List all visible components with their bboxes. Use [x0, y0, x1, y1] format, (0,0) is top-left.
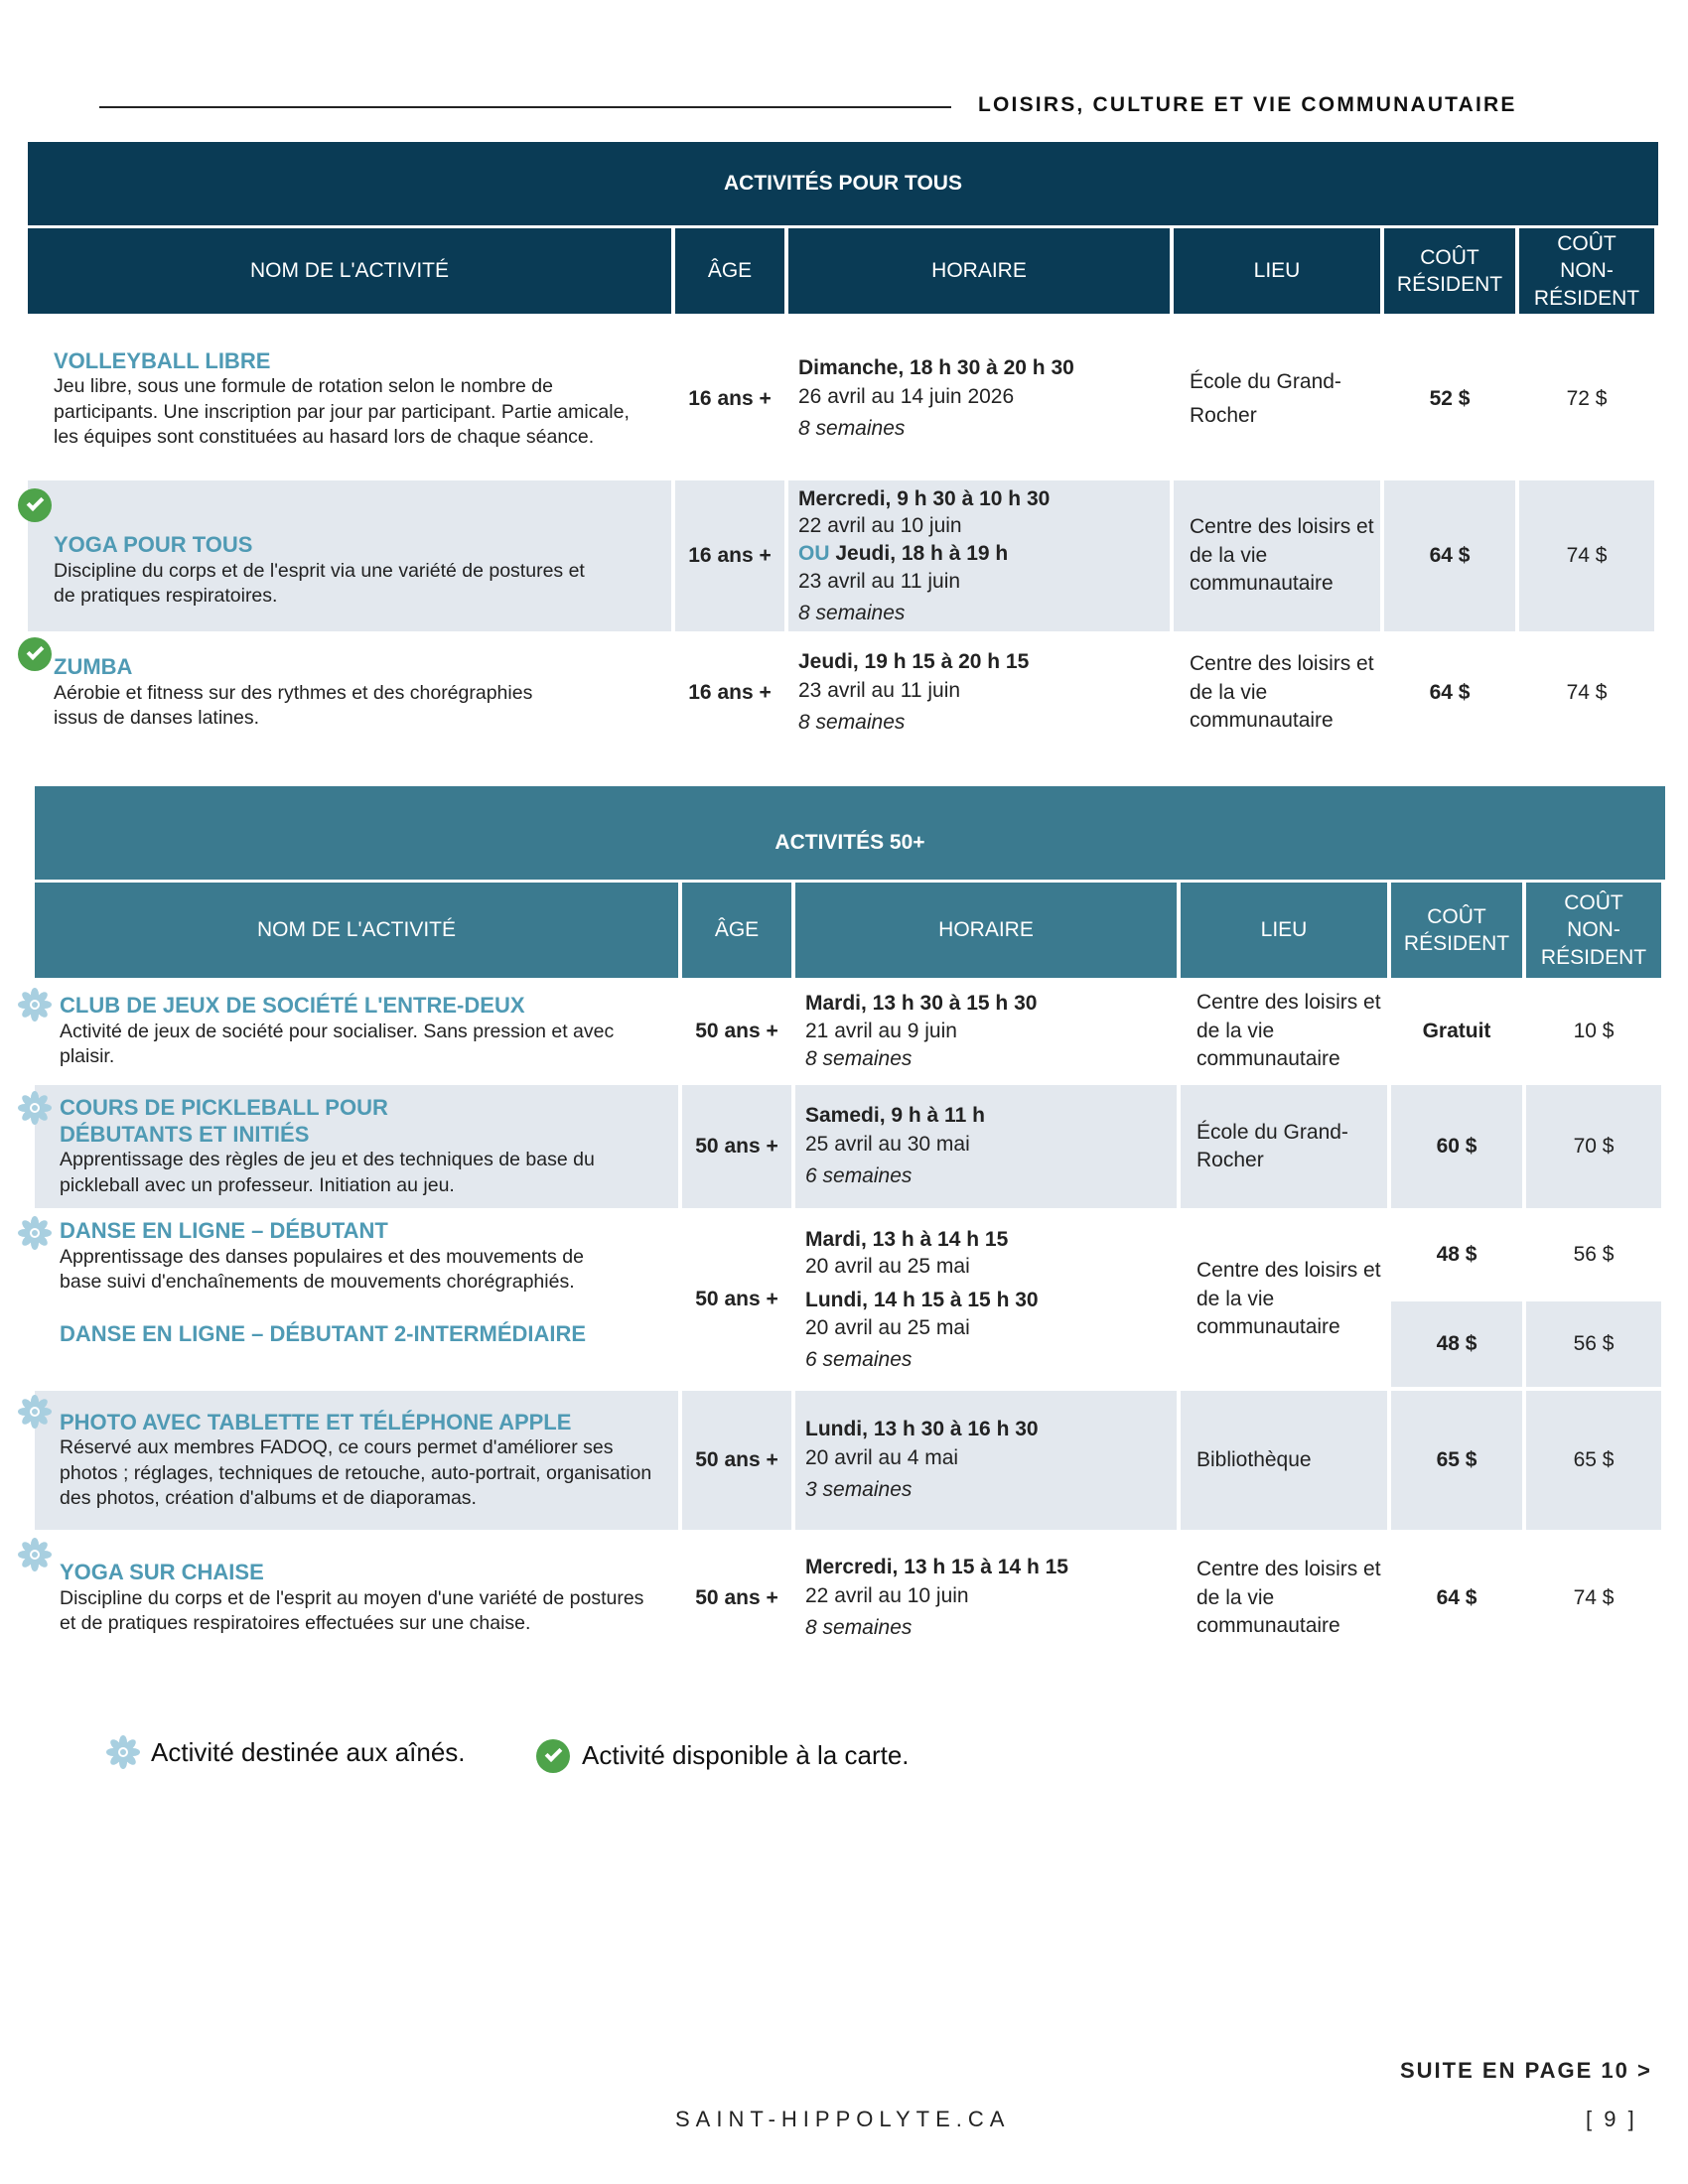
age: 16 ans +: [688, 386, 772, 410]
activity-title: ZUMBA: [54, 654, 133, 680]
table-header-row: [35, 883, 1665, 978]
cost-resident: 60 $: [1391, 1085, 1522, 1208]
activity-description: Activité de jeux de société pour socialiser. Sans pression et avec plaisir.: [60, 1021, 615, 1068]
cost-non-resident: 70 $: [1526, 1085, 1661, 1208]
table-title: ACTIVITÉS 50+: [35, 786, 1665, 880]
location: Bibliothèque: [1181, 1391, 1387, 1530]
activity-description: Discipline du corps et de l'esprit au moyen d'une variété de postures et de pratiques respiratoires effectuées sur une chaise.: [60, 1587, 644, 1635]
seniors-flower-icon: [18, 1538, 52, 1571]
activity-title: COURS DE PICKLEBALL POUR DÉBUTANTS ET INITIÉS: [60, 1094, 388, 1147]
column-header: ÂGE: [682, 883, 791, 978]
location: Centre des loisirs et de la vie communautaire: [1196, 991, 1381, 1071]
column-header: HORAIRE: [788, 228, 1170, 314]
a-la-carte-check-icon: [18, 637, 52, 671]
activity-description: Aérobie et fitness sur des rythmes et des chorégraphies issus de danses latines.: [54, 682, 533, 730]
cost-resident: Gratuit: [1422, 1019, 1491, 1042]
schedule: Samedi, 9 h à 11 h 25 avril au 30 mai 6 semaines: [795, 1085, 1177, 1208]
cost-resident: 48 $: [1436, 1242, 1477, 1266]
cost-subrow: [1391, 1212, 1661, 1297]
location: École du Grand-Rocher: [1181, 1085, 1387, 1208]
cost-non-resident: 56 $: [1526, 1301, 1661, 1387]
column-header: LIEU: [1174, 228, 1380, 314]
legend-a-la-carte: Activité disponible à la carte.: [582, 1740, 910, 1770]
table-title: ACTIVITÉS POUR TOUS: [28, 142, 1658, 225]
activity-description: Apprentissage des danses populaires et des mouvements de base suivi d'enchaînements de mouvements chorégraphiés.: [60, 1245, 584, 1294]
page-number: [ 9 ]: [1586, 2107, 1637, 2131]
age: 16 ans +: [688, 680, 772, 704]
schedule: Jeudi, 19 h 15 à 20 h 15 23 avril au 11 juin 8 semaines: [798, 650, 1030, 735]
location: Centre des loisirs et de la vie communautaire: [1174, 480, 1380, 631]
table-row: [28, 635, 1658, 751]
cost-non-resident: 65 $: [1526, 1391, 1661, 1530]
table-header-row: [28, 228, 1658, 314]
activity-description: Discipline du corps et de l'esprit via une variété de postures et de pratiques respiratoires.: [54, 560, 585, 608]
column-header: NOM DE L'ACTIVITÉ: [35, 883, 678, 978]
activity-description: Réservé aux membres FADOQ, ce cours permet d'améliorer ses photos ; réglages, techniques de retouche, auto-portrait, organisation des photos, création d'albums et de diaporamas.: [60, 1436, 652, 1510]
table-row: [35, 982, 1665, 1081]
seniors-flower-icon: [18, 988, 52, 1022]
table-row: [35, 1085, 1665, 1208]
a-la-carte-check-icon: [536, 1739, 570, 1773]
location: Centre des loisirs et de la vie communautaire: [1196, 1259, 1381, 1339]
header-rule: [99, 106, 951, 108]
table-row: [28, 480, 1658, 631]
website: SAINT-HIPPOLYTE.CA: [675, 2107, 1011, 2131]
table-row: [35, 1212, 1665, 1387]
cost-non-resident: 74 $: [1566, 680, 1608, 704]
legend-seniors: Activité destinée aux aînés.: [151, 1737, 466, 1767]
activity-title-2: DANSE EN LIGNE – DÉBUTANT 2-INTERMÉDIAIRE: [60, 1320, 587, 1346]
cost-non-resident: 56 $: [1573, 1242, 1615, 1266]
seniors-flower-icon: [18, 1216, 52, 1250]
activity-title: DANSE EN LIGNE – DÉBUTANT: [60, 1218, 388, 1243]
age: 50 ans +: [682, 1391, 791, 1530]
age: 50 ans +: [695, 1287, 778, 1310]
activity-description: Apprentissage des règles de jeu et des techniques de base du pickleball avec un professeur. Initiation au jeu.: [60, 1149, 595, 1196]
cost-resident: 52 $: [1429, 386, 1471, 410]
cost-non-resident: 10 $: [1573, 1019, 1615, 1042]
table-activites-pour-tous: [28, 142, 1658, 751]
activity-title: VOLLEYBALL LIBRE: [54, 347, 271, 373]
schedule: Mardi, 13 h à 14 h 15 20 avril au 25 mai Lundi, 14 h 15 à 15 h 30 20 avril au 25 mai 6 semaines: [805, 1227, 1039, 1371]
table-row: [35, 1391, 1665, 1530]
age: 50 ans +: [695, 1019, 778, 1042]
table-row: [28, 318, 1658, 480]
age: 50 ans +: [695, 1585, 778, 1609]
cost-non-resident: 72 $: [1566, 386, 1608, 410]
age: 50 ans +: [682, 1085, 791, 1208]
cost-resident: 65 $: [1391, 1391, 1522, 1530]
a-la-carte-check-icon: [18, 488, 52, 522]
schedule: Mardi, 13 h 30 à 15 h 30 21 avril au 9 juin 8 semaines: [805, 992, 1038, 1070]
seniors-flower-icon: [18, 1395, 52, 1429]
schedule: Dimanche, 18 h 30 à 20 h 30 26 avril au 14 juin 2026 8 semaines: [798, 356, 1074, 441]
column-header: LIEU: [1181, 883, 1387, 978]
continued-link[interactable]: SUITE EN PAGE 10 >: [1400, 2058, 1652, 2083]
cost-resident: 64 $: [1384, 480, 1515, 631]
column-header: NOM DE L'ACTIVITÉ: [28, 228, 671, 314]
location: Centre des loisirs et de la vie communautaire: [1190, 652, 1374, 733]
activity-title: YOGA SUR CHAISE: [60, 1560, 264, 1585]
activity-title: YOGA POUR TOUS: [54, 532, 253, 558]
activity-title: PHOTO AVEC TABLETTE ET TÉLÉPHONE APPLE: [60, 1409, 572, 1434]
cost-subrow: [1391, 1301, 1661, 1387]
activity-description: Jeu libre, sous une formule de rotation selon le nombre de participants. Une inscription par jour par participant. Partie amicale, les équipes sont constituées au hasard lors de chaque séance.: [54, 375, 630, 449]
location: École du Grand-Rocher: [1190, 370, 1341, 427]
location: Centre des loisirs et de la vie communautaire: [1196, 1558, 1381, 1638]
activity-title: CLUB DE JEUX DE SOCIÉTÉ L'ENTRE-DEUX: [60, 993, 525, 1019]
column-header: ÂGE: [675, 228, 784, 314]
column-header: COÛT RÉSIDENT: [1391, 883, 1522, 978]
schedule: Mercredi, 9 h 30 à 10 h 30 22 avril au 10 juin OU Jeudi, 18 h à 19 h 23 avril au 11 juin 8 semaines: [788, 480, 1170, 631]
table-activites-50-plus: [35, 786, 1665, 1663]
cost-resident: 64 $: [1436, 1585, 1477, 1609]
cost-non-resident: 74 $: [1519, 480, 1654, 631]
cost-resident: 64 $: [1429, 680, 1471, 704]
cost-resident: 48 $: [1391, 1301, 1522, 1387]
column-header: COÛT NON-RÉSIDENT: [1526, 883, 1661, 978]
column-header: HORAIRE: [795, 883, 1177, 978]
seniors-flower-icon: [106, 1735, 140, 1769]
column-header: COÛT NON-RÉSIDENT: [1519, 228, 1654, 314]
seniors-flower-icon: [18, 1091, 52, 1125]
column-header: COÛT RÉSIDENT: [1384, 228, 1515, 314]
schedule: Lundi, 13 h 30 à 16 h 30 20 avril au 4 mai 3 semaines: [795, 1391, 1177, 1530]
section-title: LOISIRS, CULTURE ET VIE COMMUNAUTAIRE: [978, 93, 1517, 116]
table-row: [35, 1534, 1665, 1663]
age: 16 ans +: [675, 480, 784, 631]
cost-non-resident: 74 $: [1573, 1585, 1615, 1609]
schedule: Mercredi, 13 h 15 à 14 h 15 22 avril au 10 juin 8 semaines: [805, 1556, 1068, 1640]
